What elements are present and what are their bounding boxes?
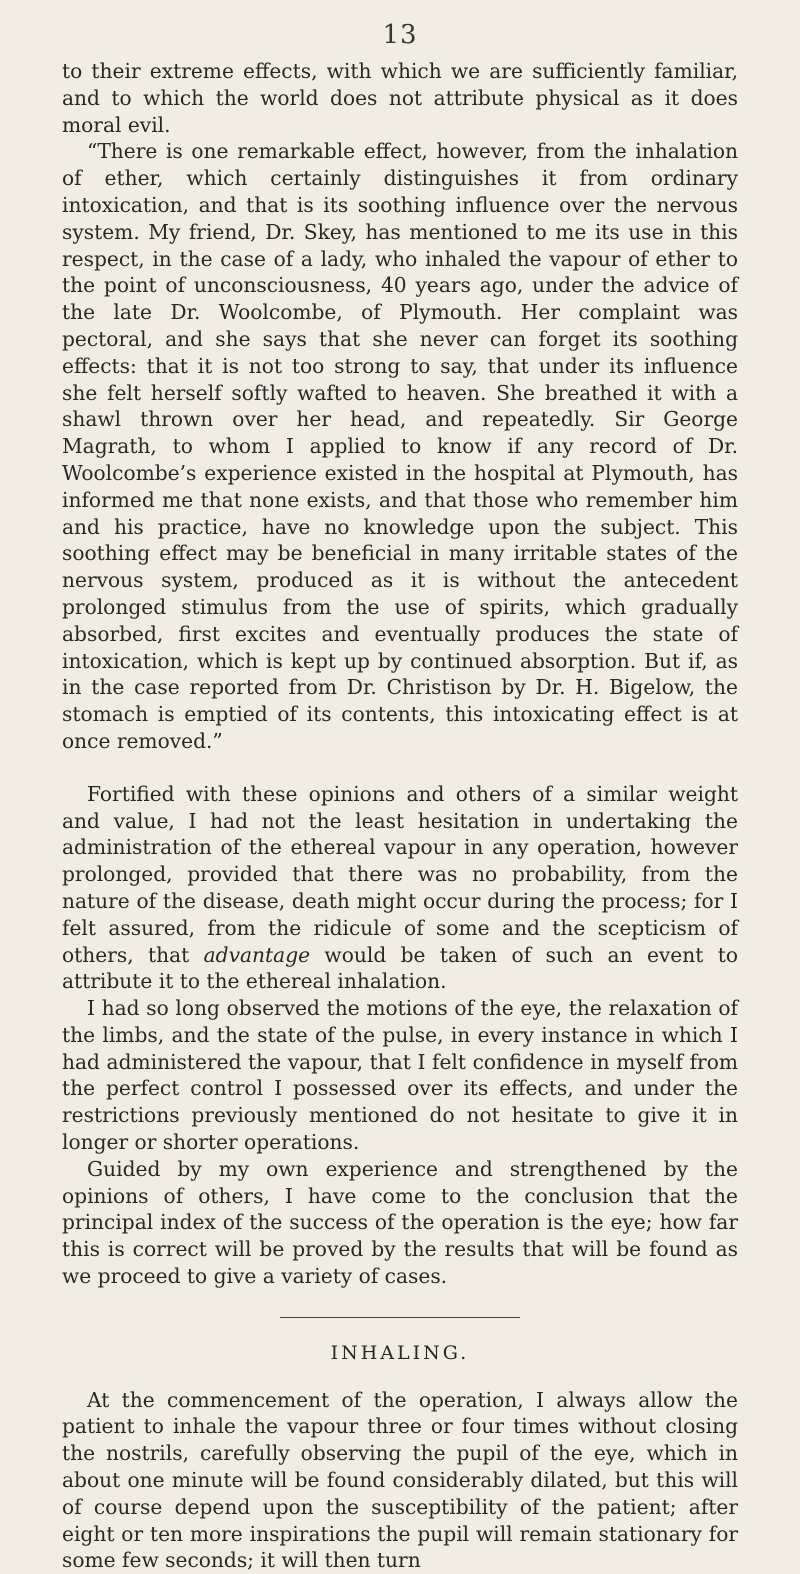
paragraph-fortified — [62, 781, 738, 995]
paragraph-conclusion: Guided by my own experience and strengthened by the opinions of others, I have come to the conclusion that the principal index of the success of the operation is the eye; how far this is correct will be proved by the results that will be found as we proceed to give a variety of cases. — [62, 1156, 738, 1289]
paragraph-fortified-italic: advantage — [203, 942, 311, 967]
paragraph-fortified-text-start: Fortified with these opinions and others of a similar weight and value, I had not the least hesitation in undertaking the administration of the ethereal vapour in any operation, however prolonged, provided that there was no probability, from the nature of the disease, death might occur during the process; for I felt assured, from the ridicule of some and the scepticism of others, that — [62, 781, 738, 967]
paragraph-observation: I had so long observed the motions of the eye, the relaxation of the limbs, and the state of the pulse, in every instance in which I had administered the vapour, that I felt confidence in myself from the perfect control I possessed over its effects, and under the restrictions previously mentioned do not hesitate to give it in longer or shorter operations. — [62, 996, 738, 1155]
section-divider — [280, 1317, 520, 1318]
paragraph-quotation: “There is one remarkable effect, however, from the inhalation of ether, which certainly distinguishes it from ordinary intoxication, and that is its soothing influence over the nervous system. My friend, Dr. Skey, has mentioned to me its use in this respect, in the case of a lady, who inhaled the vapour of ether to the point of unconsciousness, 40 years ago, under the advice of the late Dr. Woolcombe, of Plymouth. Her complaint was pectoral, and she says that she never can forget its soothing effects: that it is not too strong to say, that under its influence she felt herself softly wafted to heaven. She breathed it with a shawl thrown over her head, and repeatedly. Sir George Magrath, to whom I applied to know if any record of Dr. Woolcombe’s experience existed in the hospital at Plymouth, has informed me that none exists, and that those who remember him and his practice, have no knowledge upon the subject. This soothing effect may be beneficial in many irritable states of the nervous system, produced as it is without the antecedent prolonged stimulus from the use of spirits, which gradually absorbed, first excites and eventually produces the state of intoxication, which is kept up by continued absorption. But if, as in the case reported from Dr. Christison by Dr. H. Bigelow, the stomach is emptied of its contents, this intoxicating effect is at once removed.” — [62, 139, 738, 753]
paragraph-inhaling: At the commencement of the operation, I always allow the patient to inhale the vapour three or four times without closing the nostrils, carefully observing the pupil of the eye, which in about one minute will be found considerably dilated, but this will of course depend upon the susceptibility of the patient; after eight or ten more inspirations the pupil will remain stationary for some few seconds; it will then turn — [62, 1387, 738, 1573]
page-number: 13 — [382, 20, 418, 50]
paragraph-fortified-text-end: would be taken of such an event to attribute it to the ethereal inhalation. — [62, 942, 738, 994]
page-text — [62, 58, 738, 1574]
section-heading: INHALING. — [330, 1341, 470, 1364]
paragraph-continuation: to their extreme effects, with which we are sufficiently familiar, and to which the world does not attribute physical as it does moral evil. — [62, 59, 738, 137]
